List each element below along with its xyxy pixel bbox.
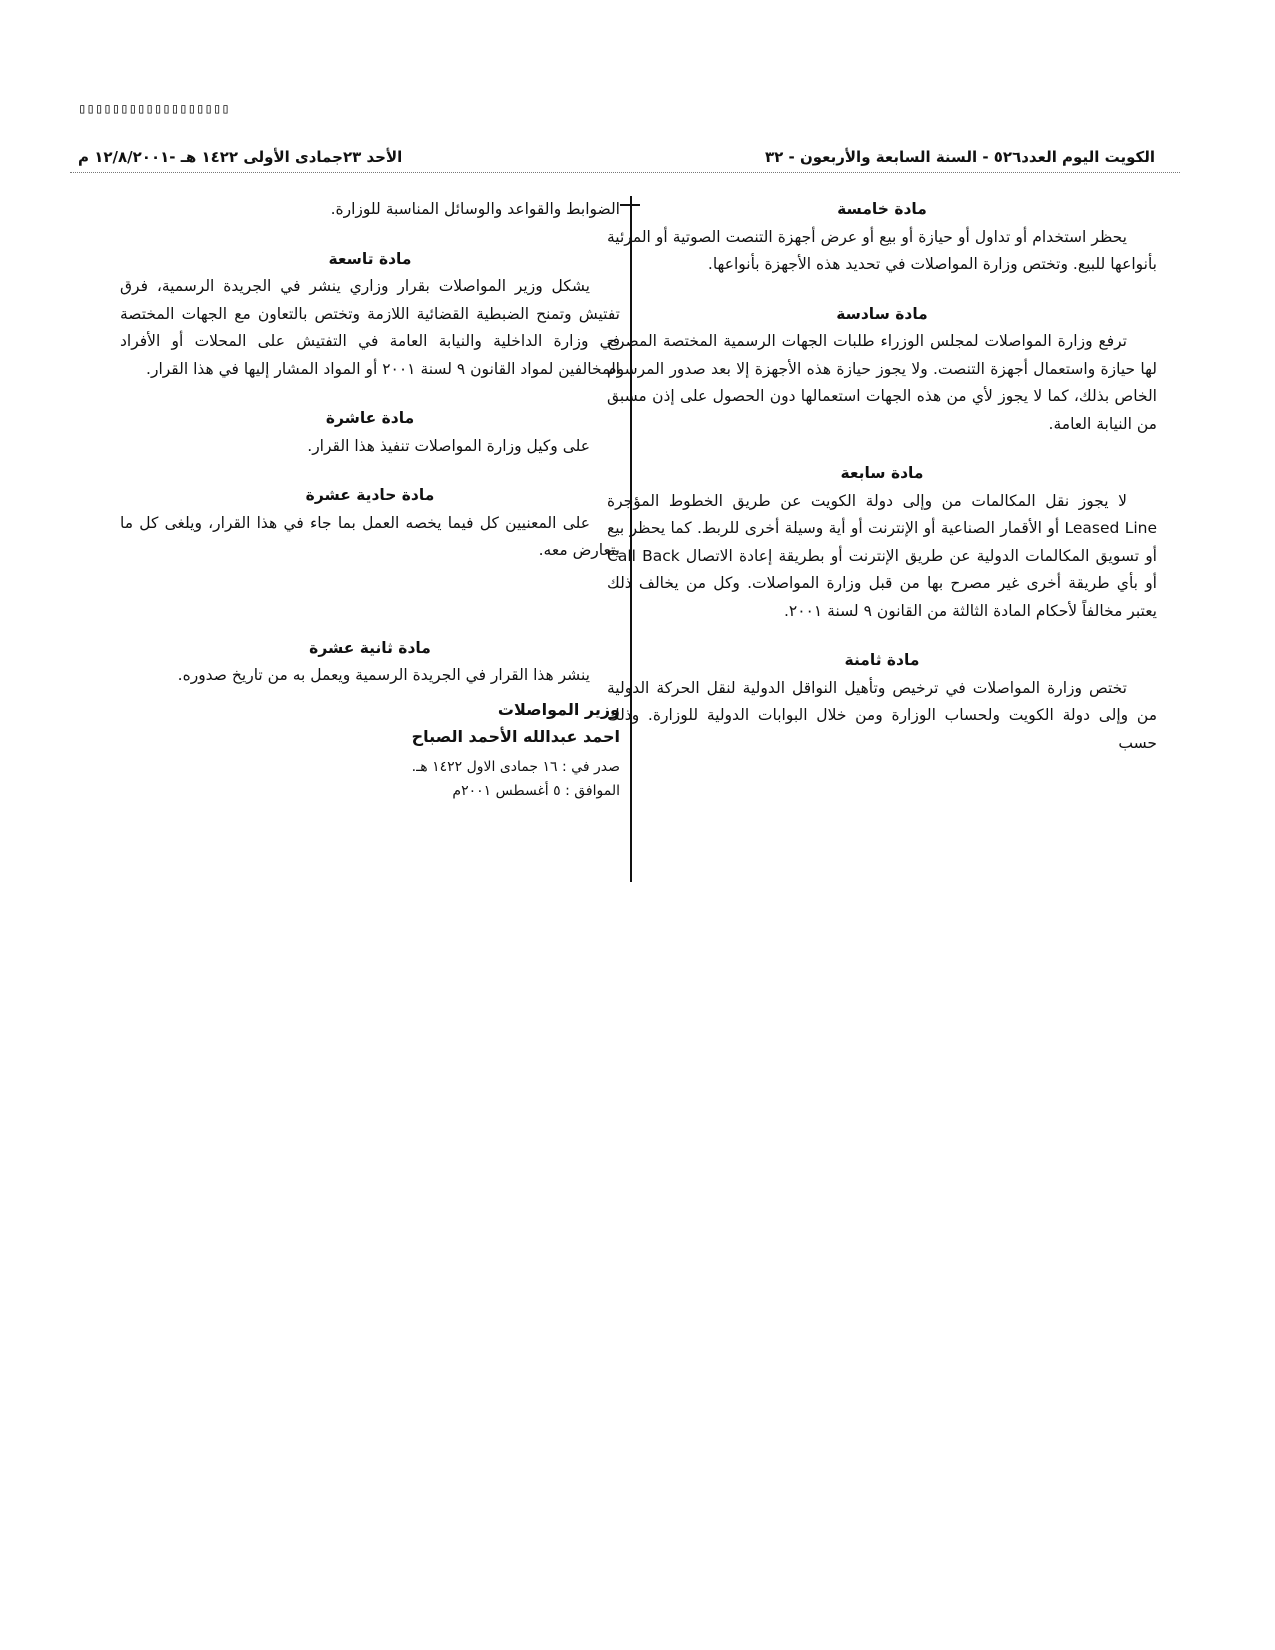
article-7-heading: مادة سابعة bbox=[840, 464, 924, 482]
header-rule bbox=[70, 172, 1180, 173]
encoding-artifact-strip: ▯▯▯▯▯▯▯▯▯▯▯▯▯▯▯▯▯▯ bbox=[78, 101, 230, 117]
article-12-text: ينشر هذا القرار في الجريدة الرسمية ويعمل به من تاريخ صدوره. bbox=[177, 666, 590, 684]
article-5-text: يحظر استخدام أو تداول أو حيازة أو بيع أو عرض أجهزة التنصت الصوتية أو المرئية بأنواعها للبيع. وتختص وزارة المواصلات في تحديد هذه الأجهزة بأنواعها. bbox=[607, 227, 1157, 273]
article-6-text: ترفع وزارة المواصلات لمجلس الوزراء طلبات الجهات الرسمية المختصة المصرح لها حيازة واستعمال أجهزة التنصت. ولا يجوز حيازة هذه الأجهزة إلا بعد صدور المرسوم الخاص بذلك، كما لا يجوز لأي من هذه الجهات استعمالها دون الحصول على إذن مسبق من النيابة العامة. bbox=[607, 332, 1157, 433]
article-5-heading: مادة خامسة bbox=[837, 200, 927, 218]
header-date: الأحد ٢٣جمادى الأولى ١٤٢٢ هـ -١٢/٨/٢٠٠١ م bbox=[78, 148, 403, 166]
article-10-heading: مادة عاشرة bbox=[325, 409, 415, 427]
issued-date: صدر في : ١٦ جمادى الاول ١٤٢٢ هـ. bbox=[411, 758, 620, 775]
article-11-heading: مادة حادية عشرة bbox=[305, 486, 435, 504]
right-column bbox=[607, 196, 1157, 757]
header-issue-info: الكويت اليوم العدد٥٢٦ - السنة السابعة والأربعون - ٣٢ bbox=[764, 148, 1155, 166]
article-12-heading: مادة ثانية عشرة bbox=[309, 638, 431, 657]
minister-title: وزير المواصلات bbox=[497, 699, 620, 719]
left-column bbox=[120, 196, 620, 803]
article-9-text: يشكل وزير المواصلات بقرار وزاري ينشر في الجريدة الرسمية، فرق تفتيش وتمنح الضبطية القضائية اللازمة وتختص بالتعاون مع الجهات المختصة في وزارة الداخلية والنيابة العامة في التفتيش على المحلات أو الأفراد المخالفين لمواد القانون ٩ لسنة ٢٠٠١ أو المواد المشار إليها في هذا القرار. bbox=[120, 277, 620, 378]
article-11-text: على المعنيين كل فيما يخصه العمل بما جاء في هذا القرار، ويلغى كل ما يتعارض معه. bbox=[120, 513, 620, 559]
article-9-heading: مادة تاسعة bbox=[328, 249, 412, 268]
article-8-text: تختص وزارة المواصلات في ترخيص وتأهيل النواقل الدولية لنقل الحركة الدولية من وإلى دولة الكويت ولحساب الوزارة ومن خلال البوابات الدولية للوزارة. وذلك حسب bbox=[607, 678, 1157, 752]
article-6-heading: مادة سادسة bbox=[836, 304, 928, 323]
minister-name: احمد عبدالله الأحمد الصباح bbox=[411, 727, 620, 746]
article-10-text: على وكيل وزارة المواصلات تنفيذ هذا القرار. bbox=[307, 436, 590, 455]
article-8-heading: مادة ثامنة bbox=[844, 651, 920, 669]
article-7-text: لا يجوز نقل المكالمات من وإلى دولة الكويت عن طريق الخطوط المؤجرة Leased Line أو الأقمار الصناعية أو الإنترنت أو أية وسيلة أخرى للربط. كما يحظر بيع أو تسويق المكالمات الدولية عن طريق الإنترنت أو بطريقة إعادة الاتصال Call Back أو بأي طريقة أخرى غير مصرح بها من قبل وزارة المواصلات. وكل من يخالف ذلك يعتبر مخالفاً لأحكام المادة الثالثة من القانون ٩ لسنة ٢٠٠١. bbox=[607, 491, 1157, 620]
corresponding-date: الموافق : ٥ أغسطس ٢٠٠١م bbox=[452, 782, 620, 799]
article-8-continuation: الضوابط والقواعد والوسائل المناسبة للوزارة. bbox=[330, 200, 620, 218]
